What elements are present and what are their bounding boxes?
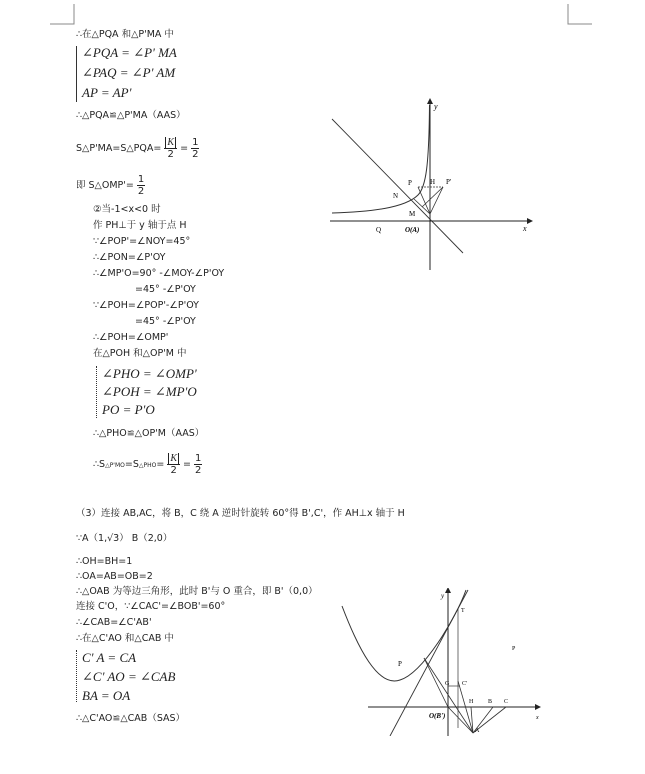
- denominator: 2: [137, 186, 145, 197]
- area-equation-1: [76, 136, 199, 162]
- text-line: （3）连接 AB,AC，将 B，C 绕 A 逆时针旋转 60°得 B',C'，作 AH⊥x 轴于 H: [76, 508, 405, 519]
- label-Q: Q: [376, 226, 382, 234]
- math-line: ∠C' AO = ∠CAB: [82, 669, 176, 684]
- math-line: ∠PHO = ∠OMP': [102, 366, 197, 381]
- area-text: 即 S△OMP'=: [76, 180, 134, 191]
- corner-mark-left: [50, 4, 74, 24]
- label-M: M: [409, 210, 416, 218]
- text-line: =45° -∠P'OY: [135, 316, 196, 327]
- fraction-k-over-2: [167, 453, 180, 476]
- math-line: AP = AP': [82, 85, 132, 100]
- fraction-k-over-2: [164, 137, 177, 160]
- label-x: x: [536, 715, 539, 721]
- subscript: △PHO: [138, 462, 157, 469]
- numerator: 1: [192, 137, 199, 148]
- label-B: B: [488, 699, 493, 705]
- math-line: ∠PQA = ∠P' MA: [82, 45, 177, 60]
- label-y: y: [441, 592, 445, 600]
- text-line: ∵∠POP'=∠NOY=45°: [93, 236, 191, 247]
- label-O-B-prime: O(B'): [429, 712, 446, 720]
- text-line: ∴∠POH=∠OMP': [93, 332, 169, 343]
- label-H: H: [430, 178, 436, 186]
- label-y: y: [434, 102, 438, 111]
- denominator: 2: [170, 465, 177, 476]
- text-line: ∴∠MP'O=90° -∠MOY-∠P'OY: [93, 268, 225, 279]
- fraction-one-half: [194, 453, 202, 476]
- area-equation-2: [76, 173, 145, 199]
- label-x: x: [523, 224, 527, 233]
- corner-mark-right: [568, 4, 592, 24]
- label-N: N: [393, 192, 399, 200]
- figure-hyperbola-rotation: [330, 95, 540, 275]
- text-line: ②当-1<x<0 时: [93, 204, 161, 215]
- text-line: 作 PH⊥于 y 轴于点 H: [93, 220, 187, 231]
- subscript: △P'MO: [105, 462, 125, 469]
- denominator: 2: [192, 149, 199, 160]
- math-line: C' A = CA: [82, 650, 137, 665]
- area-text: ∴S: [93, 459, 106, 470]
- parabola: [342, 590, 466, 681]
- text-line: 连接 C'O，∵∠CAC'=∠BOB'=60°: [76, 601, 226, 612]
- text-line: ∴OH=BH=1: [76, 556, 133, 567]
- label-C-prime: C': [462, 681, 468, 687]
- numerator: 1: [137, 174, 145, 185]
- text-line: ∴OA=AB=OB=2: [76, 571, 153, 582]
- label-O-A: O(A): [405, 226, 420, 234]
- label-P-right: P: [512, 646, 516, 652]
- equals-sign: =: [156, 459, 165, 470]
- text-line: =45° -∠P'OY: [135, 284, 196, 295]
- denominator: 2: [167, 149, 174, 160]
- math-line: BA = OA: [82, 688, 131, 703]
- area-equation-3: [93, 452, 202, 479]
- text-line: ∴∠CAB=∠C'AB': [76, 617, 152, 628]
- area-text: =S: [124, 459, 139, 470]
- abs-k: K: [167, 137, 175, 148]
- equals-sign: =: [183, 459, 191, 470]
- equals-sign: =: [180, 143, 189, 154]
- text-line: 在△POH 和△OP'M 中: [93, 348, 187, 359]
- label-P: P: [408, 179, 412, 187]
- text-line: ∴在△C'AO 和△CAB 中: [76, 633, 174, 644]
- denominator: 2: [195, 465, 202, 476]
- numerator: 1: [195, 453, 202, 464]
- label-T: T: [461, 608, 465, 614]
- text-line: ∴在△PQA 和△P'MA 中: [76, 29, 174, 40]
- text-line: ∵A（1,√3） B（2,0）: [76, 533, 173, 544]
- diagonal-line: [332, 119, 463, 253]
- label-H: H: [469, 699, 474, 705]
- figure-parabola-rotation: [338, 588, 553, 736]
- text-line: ∴∠PON=∠P'OY: [93, 252, 166, 263]
- hyperbola-branch: [332, 105, 430, 213]
- abs-k: K: [170, 453, 177, 464]
- label-P: P: [398, 660, 402, 668]
- math-line: ∠PAQ = ∠P' AM: [82, 65, 176, 80]
- system-brace: [96, 366, 97, 418]
- text-line: ∴△PHO≌△OP'M（AAS）: [93, 428, 205, 439]
- label-C: C: [504, 699, 509, 705]
- system-brace: [76, 46, 77, 102]
- label-A: A: [475, 728, 480, 734]
- label-G: G: [445, 681, 450, 687]
- text-line: ∴△OAB 为等边三角形，此时 B'与 O 重合，即 B'（0,0）: [76, 586, 318, 597]
- fraction-one-half: [191, 137, 199, 160]
- text-line: ∵∠POH=∠POP'-∠P'OY: [93, 300, 199, 311]
- text-line: ∴△C'AO≌△CAB（SAS）: [76, 713, 186, 724]
- math-line: ∠POH = ∠MP'O: [102, 384, 197, 399]
- fraction-one-half: [137, 174, 145, 197]
- math-line: PO = P'O: [102, 402, 155, 417]
- text-line: ∴△PQA≌△P'MA（AAS）: [76, 110, 186, 121]
- label-P-prime: P': [446, 178, 452, 186]
- area-text: S△P'MA=S△PQA=: [76, 143, 162, 154]
- system-brace: [76, 650, 77, 702]
